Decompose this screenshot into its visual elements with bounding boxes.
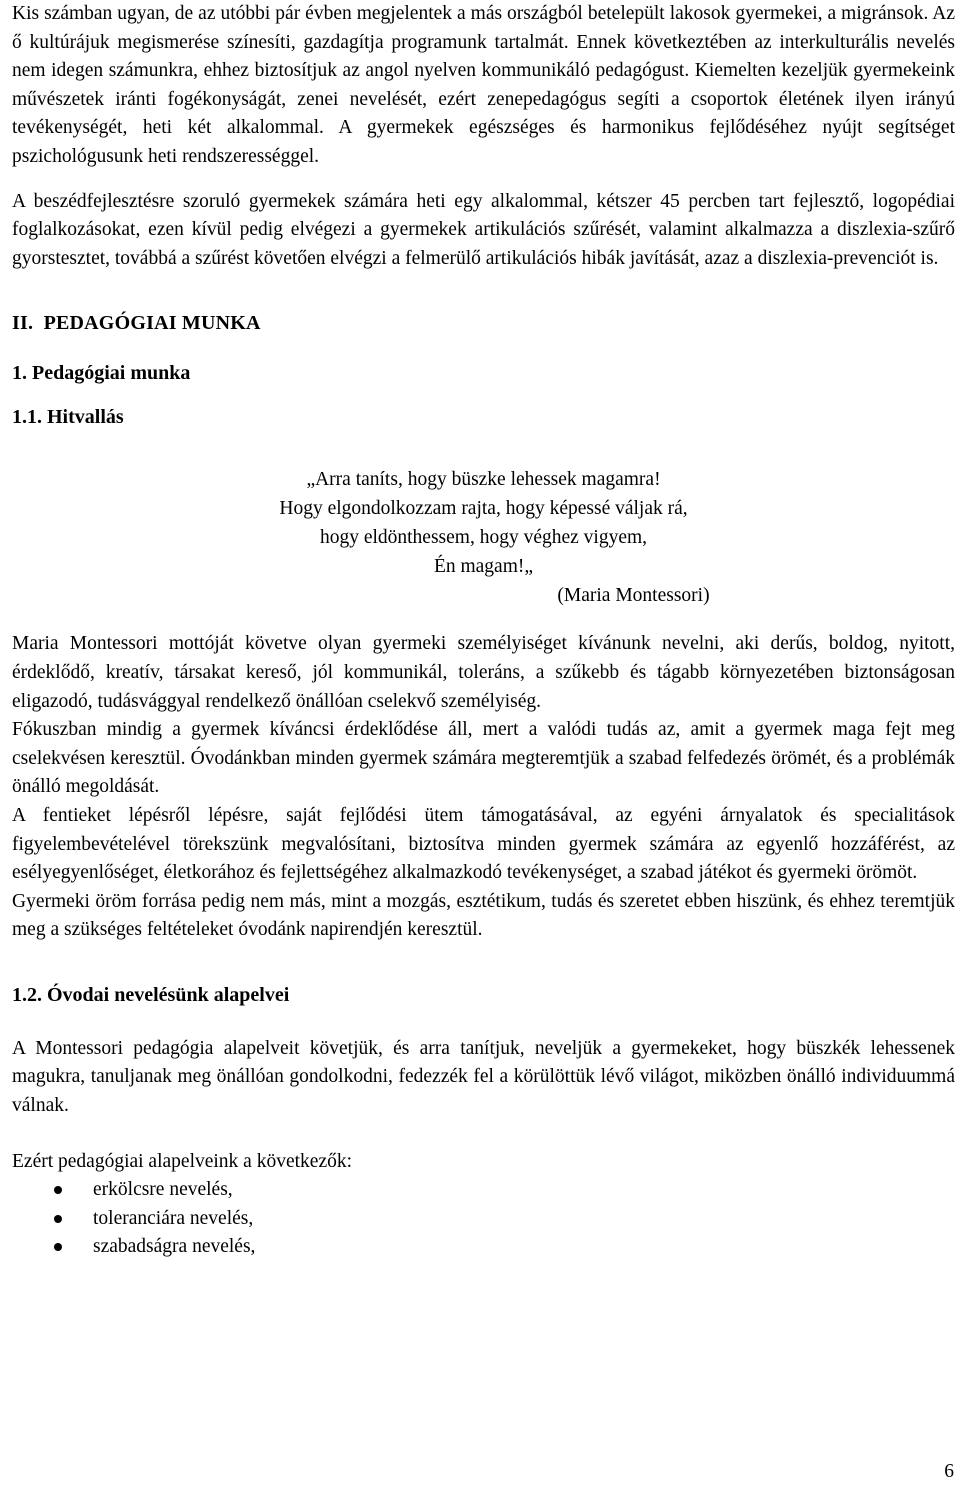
list-item: szabadságra nevelés,	[12, 1233, 955, 1262]
principles-paragraph: A Montessori pedagógia alapelveit követjük, és arra tanítjuk, neveljük a gyermekeket, hogy büszkék lehessenek magukra, tanuljanak meg önállóan gondolkodni, fedezzék fel a körülöttük lévő világot, miközben önálló individuummá válnak.	[12, 1037, 955, 1117]
principles-intro: Ezért pedagógiai alapelveink a következők:	[12, 1150, 353, 1172]
quote-line: Hogy elgondolkozzam rajta, hogy képessé váljak rá,	[279, 498, 688, 520]
subheading-pedagogical-work: 1. Pedagógiai munka	[12, 362, 191, 385]
quote-line: hogy eldönthessem, hogy véghez vigyem,	[319, 527, 648, 549]
quote-line: Én magam!„	[433, 556, 534, 578]
list-item: toleranciára nevelés,	[12, 1205, 955, 1234]
principles-list	[12, 1176, 955, 1262]
subheading-principles: 1.2. Óvodai nevelésünk alapelvei	[12, 983, 290, 1006]
credo-paragraph: Fókuszban mindig a gyermek kíváncsi érdeklődése áll, mert a valódi tudás az, amit a gyermek maga fejt meg cselekvésen keresztül. Óvodánkban minden gyermek számára megteremtjük a szabad felfedezés örömét, és a problémák önálló megoldását.	[12, 719, 955, 798]
subheading-credo: 1.1. Hitvallás	[12, 406, 124, 429]
document-page	[12, 0, 955, 1262]
speech-development-paragraph: A beszédfejlesztésre szoruló gyermekek számára heti egy alkalommal, kétszer 45 percben tart fejlesztő, logopédiai foglalkozásokat, ezen kívül pedig elvégezi a gyermekek artikulációs szűrését, valamint alkalmazza a diszlexia-szűrő gyorstesztet, továbbá a szűrést követően elvégzi a felmerülő artikulációs hibák javítását, azaz a diszlexia-prevenciót is.	[12, 190, 955, 269]
credo-paragraph: Gyermeki öröm forrása pedig nem más, mint a mozgás, esztétikum, tudás és szeretet ebben hiszünk, és ehhez teremtjük meg a szükséges feltételeket óvodánk napirendjén keresztül.	[12, 890, 955, 941]
quote-line: „Arra taníts, hogy büszke lehessek magamra!	[306, 469, 661, 491]
section-heading: II. PEDAGÓGIAI MUNKA	[12, 312, 261, 335]
intro-paragraph: Kis számban ugyan, de az utóbbi pár évben megjelentek a más országból betelepült lakosok gyermekei, a migránsok. Az ő kultúrájuk megismerése színesíti, gazdagítja programunk tartalmát. Ennek következtében az interkulturális nevelés nem idegen számunkra, ehhez biztosítjuk az angol nyelven kommunikáló pedagógust. Kiemelten kezeljük gyermekeink művészetek iránti fogékonyságát, zenei nevelését, ezért zenepedagógus segíti a csoportok életének ilyen irányú tevékenységét, heti két alkalommal. A gyermekek egészséges és harmonikus fejlődéséhez nyújt segítséget pszichológusunk heti rendszerességgel.	[12, 3, 955, 167]
montessori-quote	[12, 465, 955, 610]
list-item: erkölcsre nevelés,	[12, 1176, 955, 1205]
credo-paragraph: A fentieket lépésről lépésre, saját fejlődési ütem támogatásával, az egyéni árnyalatok és specialitások figyelembevételével törekszünk megvalósítani, biztosítva minden gyermek számára az egyenlő hozzáférést, az esélyegyenlőséget, életkorához és fejlettségéhez alkalmazkodó tevékenységet, a szabad játékot és gyermeki örömöt.	[12, 804, 955, 884]
quote-author: (Maria Montessori)	[557, 585, 710, 607]
page-number: 6	[944, 1461, 954, 1482]
credo-paragraph: Maria Montessori mottóját követve olyan gyermeki személyiséget kívánunk nevelni, aki derűs, boldog, nyitott, érdeklődő, kreatív, társakat kereső, jól kommunikál, toleráns, a szűkebb és tágabb környezetében biztonságosan eligazodó, tudásvággyal rendelkező önállóan cselekvő személyiség.	[12, 633, 955, 712]
